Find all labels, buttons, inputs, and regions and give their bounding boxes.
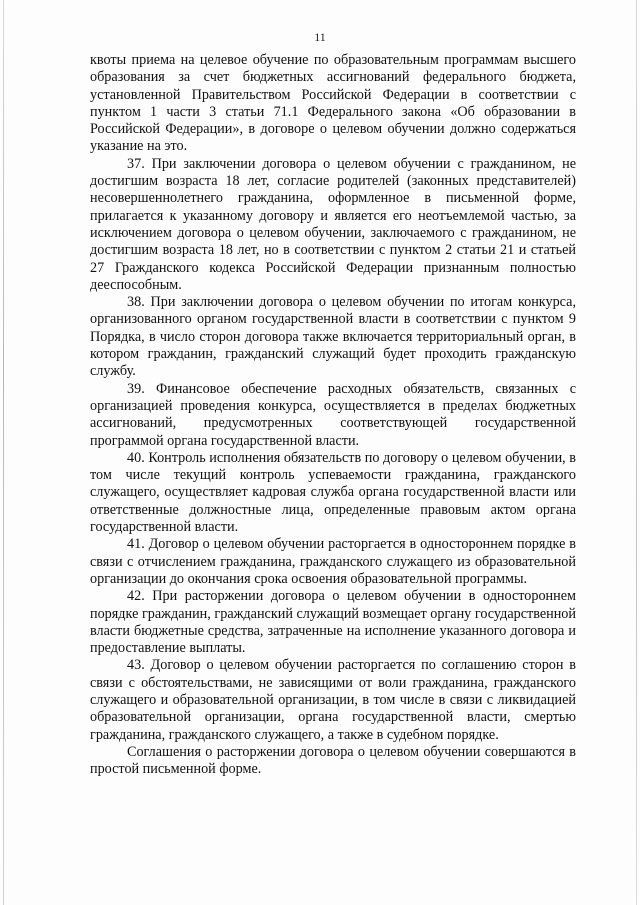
paragraph-agreements: Соглашения о расторжении договора о целевом обучении совершаются в простой письменной форме. [90, 743, 576, 778]
paragraph-continuation: квоты приема на целевое обучение по образовательным программам высшего образования за счет бюджетных ассигнований федерального бюджета, установленной Правительством Российской Федерации в соответствии с пунктом 1 части 3 статьи 71.1 Федерального закона «Об образовании в Российской Федерации», в договоре о целевом обучении должно содержаться указание на это. [90, 52, 576, 155]
paragraph-41: 41. Договор о целевом обучении расторгается в одностороннем порядке в связи с отчислением гражданина, гражданского служащего из образовательной организации до окончания срока освоения образовательной программы. [90, 536, 576, 587]
scan-edge-right [636, 0, 637, 905]
paragraph-40: 40. Контроль исполнения обязательств по договору о целевом обучении, в том числе текущий контроль успеваемости гражданина, гражданского служащего, осуществляет кадровая служба органа государственной власти или ответственные должностные лица, определенные правовым актом органа государственной власти. [90, 449, 576, 536]
document-body [90, 52, 576, 778]
paragraph-39: 39. Финансовое обеспечение расходных обязательств, связанных с организацией проведения конкурса, осуществляется в пределах бюджетных ассигнований, предусмотренных соответствующей государственной программой органа государственной власти. [90, 380, 576, 449]
paragraph-42: 42. При расторжении договора о целевом обучении в одностороннем порядке гражданин, гражданский служащий возмещает органу государственной власти бюджетные средства, затраченные на исполнение указанного договора и предоставление выплаты. [90, 588, 576, 657]
scan-edge-left [3, 0, 4, 905]
paragraph-37: 37. При заключении договора о целевом обучении с гражданином, не достигшим возраста 18 лет, согласие родителей (законных представителей) несовершеннолетнего гражданина, оформленное в письменной форме, прилагается к указанному договору и является его неотъемлемой частью, за исключением договора о целевом обучении, заключаемого с гражданином, не достигшим возраста 18 лет, но в соответствии с пунктом 2 статьи 21 и статьей 27 Гражданского кодекса Российской Федерации признанным полностью дееспособным. [90, 155, 576, 293]
paragraph-38: 38. При заключении договора о целевом обучении по итогам конкурса, организованного органом государственной власти в соответствии с пунктом 9 Порядка, в число сторон договора также включается территориальный орган, в котором гражданин, гражданский служащий будет проходить гражданскую службу. [90, 294, 576, 380]
page-number: 11 [314, 30, 326, 44]
paragraph-43: 43. Договор о целевом обучении расторгается по соглашению сторон в связи с обстоятельствами, не зависящими от воли гражданина, гражданского служащего и образовательной организации, в том числе в связи с ликвидацией образовательной организации, органа государственной власти, смертью гражданина, гражданского служащего, а также в судебном порядке. [90, 657, 576, 743]
